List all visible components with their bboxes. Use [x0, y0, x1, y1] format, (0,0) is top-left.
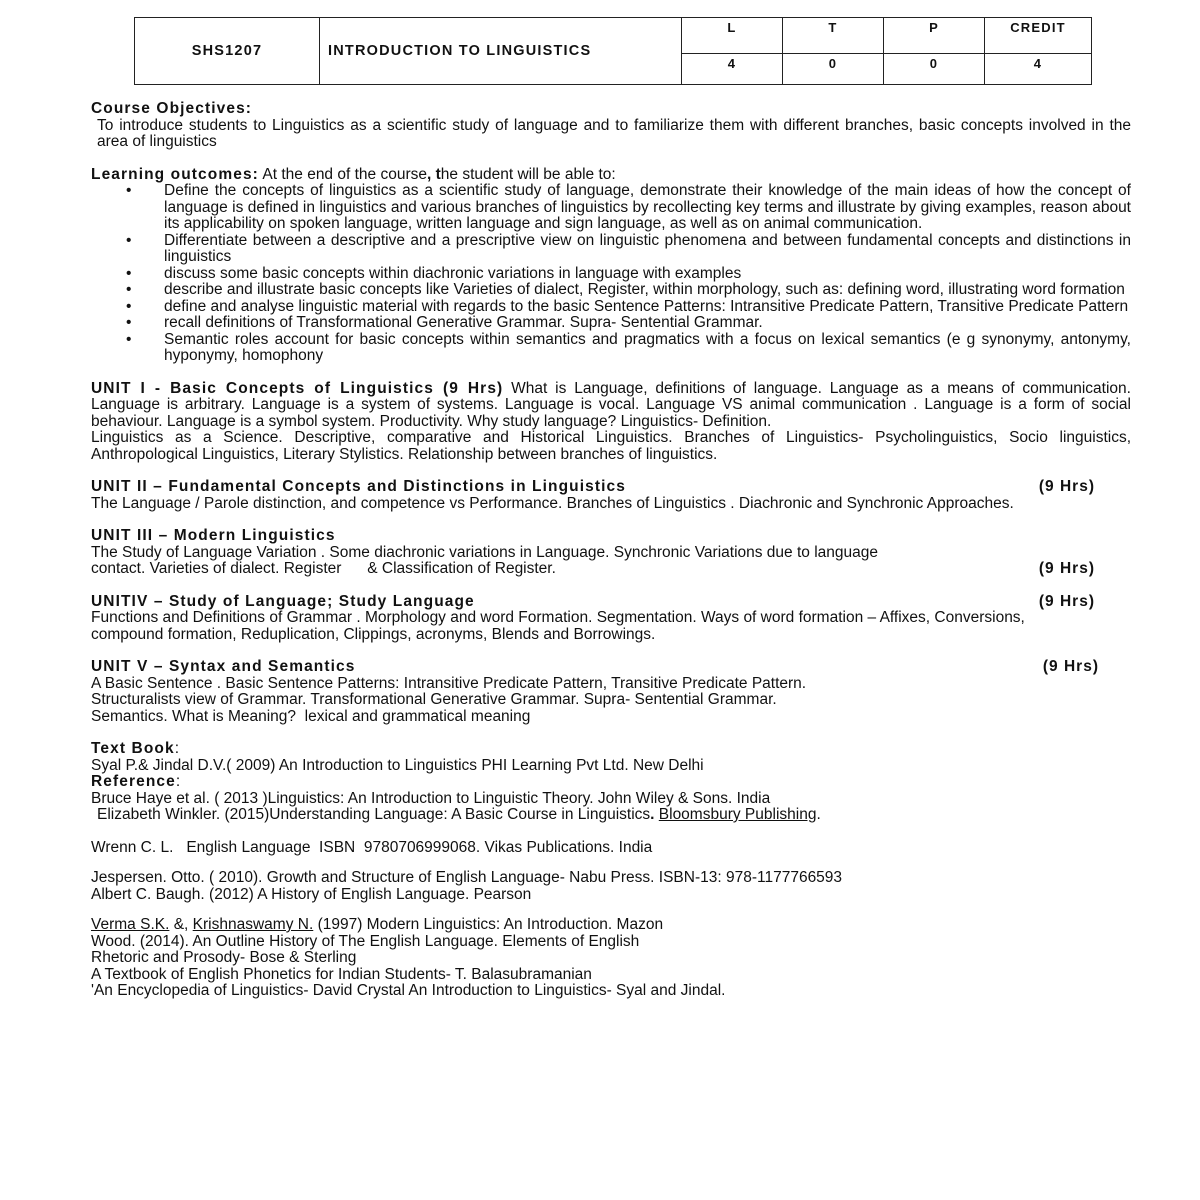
- reference-dot: .: [650, 806, 659, 823]
- unit-3-text-a: The Study of Language Variation . Some diachronic variations in Language. Synchronic Variations due to language: [91, 543, 878, 561]
- unit-4-heading: UNITIV – Study of Language; Study Language: [91, 592, 475, 610]
- list-item: • discuss some basic concepts within diachronic variations in language with examples: [164, 266, 1131, 283]
- course-header-table: [134, 17, 1092, 85]
- unit-3-heading: UNIT III – Modern Linguistics: [91, 527, 336, 544]
- unit-4: [91, 594, 1131, 644]
- unit-3-text-b: contact. Varieties of dialect. Register & Classification of Register.: [91, 560, 556, 577]
- course-objectives: [91, 101, 1131, 151]
- bloomsbury-link[interactable]: Bloomsbury Publishing: [658, 806, 817, 823]
- reference-entry: Rhetoric and Prosody- Bose & Sterling: [91, 949, 357, 966]
- val-t: 0: [783, 54, 884, 85]
- reference-entry: Elizabeth Winkler. (2015)Understanding Language: A Basic Course in Linguistics: [97, 806, 651, 823]
- unit-5-line-1: A Basic Sentence . Basic Sentence Patterns: Intransitive Predicate Pattern, Transitive Predicate Pattern.: [91, 674, 807, 692]
- list-item: • Define the concepts of linguistics as a scientific study of language, demonstrate their knowledge of the main ideas of how the concept of language is defined in linguistics and various branches of linguistics by recollecting key terms and illustrate by giving examples, reason about its applicability on spoken language, written language and sign language, as well as on animal communication.: [164, 183, 1131, 233]
- unit-5-hours: (9 Hrs): [1042, 658, 1099, 675]
- unit-2-heading: UNIT II – Fundamental Concepts and Distinctions in Linguistics: [91, 478, 626, 495]
- outcomes-intro-a: At the end of the course: [258, 165, 427, 183]
- course-title: INTRODUCTION TO LINGUISTICS: [320, 18, 682, 85]
- reference-end: .: [816, 806, 821, 823]
- list-item: • Differentiate between a descriptive and a prescriptive view on linguistic phenomena and between fundamental concepts and distinctions in linguistics: [164, 233, 1131, 266]
- reference-entry: A Textbook of English Phonetics for Indian Students- T. Balasubramanian: [91, 965, 592, 983]
- unit-4-text: Functions and Definitions of Grammar . Morphology and word Formation. Segmentation. Ways of word formation – Affixes, Conversions, compound formation, Reduplication, Clippings, acronyms, Blends and Borrowings.: [91, 609, 1025, 643]
- col-credit: CREDIT: [985, 18, 1092, 54]
- reference-entry: (1997) Modern Linguistics: An Introduction. Mazon: [313, 916, 664, 933]
- list-item: • describe and illustrate basic concepts like Varieties of dialect, Register, within morphology, such as: defining word, illustrating word formation: [164, 282, 1131, 299]
- krishnaswamy-link[interactable]: Krishnaswamy N.: [192, 916, 314, 933]
- unit-3-hours: (9 Hrs): [1038, 560, 1095, 577]
- outcomes-intro-b: , t: [426, 165, 441, 183]
- reference-entry: Albert C. Baugh. (2012) A History of English Language. Pearson: [91, 885, 532, 903]
- unit-5-heading: UNIT V – Syntax and Semantics: [91, 658, 356, 675]
- outcomes-heading: Learning outcomes:: [91, 165, 259, 183]
- reference-entry: Jespersen. Otto. ( 2010). Growth and Structure of English Language- Nabu Press. ISBN-13: 978-1177766593: [91, 869, 843, 886]
- unit-5-line-2: Structuralists view of Grammar. Transformational Generative Grammar. Supra- Sentential Grammar.: [91, 691, 777, 708]
- list-item: • recall definitions of Transformational Generative Grammar. Supra- Sentential Grammar.: [164, 315, 1131, 332]
- unit-5: [91, 659, 1131, 725]
- outcomes-intro-c: he student will be able to:: [440, 165, 616, 183]
- unit-1-text-2: Linguistics as a Science. Descriptive, comparative and Historical Linguistics. Branches of Linguistics- Psycholinguistics, Socio linguistics, Anthropological Linguistics, Literary Stylistics. Relationship between branches of linguistics.: [91, 429, 1131, 463]
- unit-1-text: What is Language, definitions of language. Language as a means of communication. Language is arbitrary. Language is a system of systems. Language is vocal. Language VS animal communication . Language is a form of social behaviour. Language is a symbol system. Productivity. Why study language? Linguistics- Definition.: [91, 379, 1131, 430]
- course-code: SHS1207: [135, 18, 320, 85]
- unit-1: [91, 381, 1131, 464]
- unit-4-hours: (9 Hrs): [1038, 592, 1095, 610]
- references: [91, 774, 1131, 1000]
- val-credit: 4: [985, 54, 1092, 85]
- val-l: 4: [682, 54, 783, 85]
- textbook-heading: Text Book: [91, 740, 175, 757]
- unit-2-hours: (9 Hrs): [1038, 478, 1095, 495]
- unit-3: [91, 528, 1131, 578]
- unit-2-text: The Language / Parole distinction, and competence vs Performance. Branches of Linguistics . Diachronic and Synchronic Approaches.: [91, 494, 1014, 512]
- syllabus-content: [91, 101, 1131, 1000]
- unit-2: [91, 479, 1131, 512]
- verma-link[interactable]: Verma S.K.: [91, 916, 170, 933]
- col-l: L: [682, 18, 783, 54]
- objectives-text: To introduce students to Linguistics as a scientific study of language and to familiarize them with different branches, basic concepts involved in the area of linguistics: [97, 116, 1131, 150]
- list-item: • define and analyse linguistic material with regards to the basic Sentence Patterns: Intransitive Predicate Pattern, Transitive Predicate Pattern: [164, 299, 1131, 316]
- reference-sep: &,: [169, 916, 193, 933]
- unit-5-line-3: Semantics. What is Meaning? lexical and grammatical meaning: [91, 707, 531, 725]
- reference-entry: 'An Encyclopedia of Linguistics- David Crystal An Introduction to Linguistics- Syal and Jindal.: [91, 982, 726, 999]
- val-p: 0: [884, 54, 985, 85]
- reference-heading: Reference: [91, 773, 176, 790]
- reference-entry: Wood. (2014). An Outline History of The English Language. Elements of English: [91, 932, 640, 950]
- learning-outcomes: [91, 167, 1131, 365]
- list-item: • Semantic roles account for basic concepts within semantics and pragmatics with a focus on lexical semantics (e g synonymy, antonymy, hyponymy, homophony: [164, 332, 1131, 365]
- outcomes-list: [91, 183, 1131, 365]
- objectives-heading: Course Objectives:: [91, 100, 253, 117]
- reference-entry: Bruce Haye et al. ( 2013 )Linguistics: An Introduction to Linguistic Theory. John Wiley & Sons. India: [91, 789, 771, 807]
- col-p: P: [884, 18, 985, 54]
- col-t: T: [783, 18, 884, 54]
- textbook-colon: :: [174, 740, 179, 757]
- unit-1-heading: UNIT I - Basic Concepts of Linguistics (9 Hrs): [91, 379, 504, 397]
- reference-colon: :: [175, 773, 181, 790]
- reference-entry: Wrenn C. L. English Language ISBN 9780706999068. Vikas Publications. India: [91, 838, 653, 856]
- text-book: [91, 741, 1131, 774]
- textbook-entry: Syal P.& Jindal D.V.( 2009) An Introduction to Linguistics PHI Learning Pvt Ltd. New Delhi: [91, 756, 704, 774]
